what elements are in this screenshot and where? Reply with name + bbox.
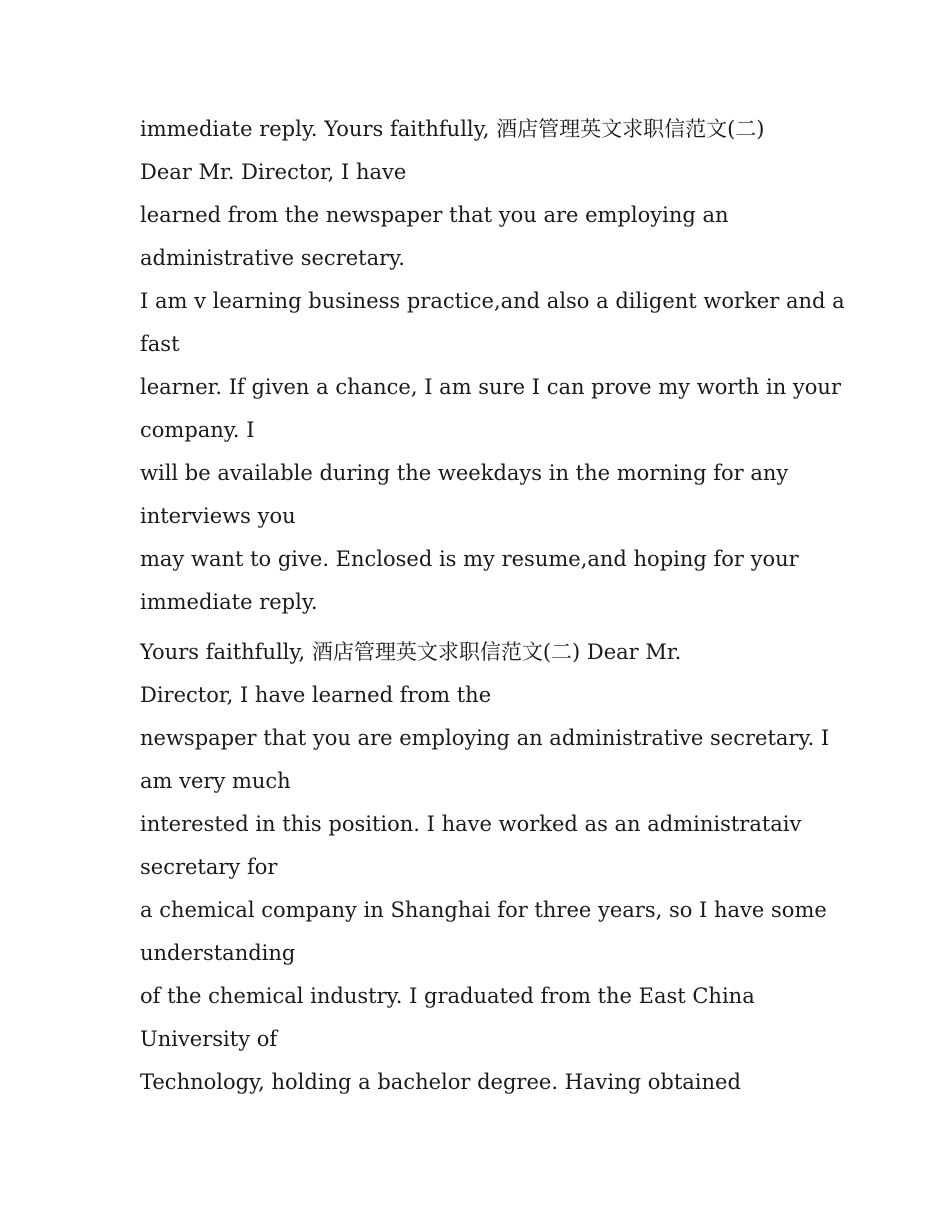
text-line: a chemical company in Shanghai for three years, so I have some: [140, 898, 827, 922]
text-line: understanding: [140, 941, 296, 965]
text-line: I am v learning business practice,and also a diligent worker and a: [140, 289, 845, 313]
text-line: fast: [140, 332, 180, 356]
text-line: learner. If given a chance, I am sure I can prove my worth in your: [140, 375, 841, 399]
text-line: Director, I have learned from the: [140, 683, 492, 707]
document-body: [140, 108, 845, 1104]
text-line: company. I: [140, 418, 255, 442]
text-line: Technology, holding a bachelor degree. Having obtained: [140, 1070, 741, 1094]
text-line: interviews you: [140, 504, 296, 528]
text-line: Yours faithfully, 酒店管理英文求职信范文(二) Dear Mr.: [140, 640, 682, 664]
text-line: University of: [140, 1027, 278, 1051]
paragraph-1: [140, 108, 845, 624]
text-line: will be available during the weekdays in the morning for any: [140, 461, 789, 485]
text-line: immediate reply.: [140, 590, 318, 614]
text-line: administrative secretary.: [140, 246, 405, 270]
text-line: may want to give. Enclosed is my resume,and hoping for your: [140, 547, 799, 571]
text-line: newspaper that you are employing an administrative secretary. I: [140, 726, 830, 750]
text-line: am very much: [140, 769, 291, 793]
paragraph-2: [140, 631, 840, 1104]
text-line: of the chemical industry. I graduated from the East China: [140, 984, 755, 1008]
text-line: immediate reply. Yours faithfully, 酒店管理英文求职信范文(二): [140, 117, 765, 141]
text-line: learned from the newspaper that you are employing an: [140, 203, 729, 227]
text-line: Dear Mr. Director, I have: [140, 160, 407, 184]
text-line: secretary for: [140, 855, 278, 879]
text-line: interested in this position. I have worked as an administrataiv: [140, 812, 802, 836]
paragraph-spacing: [140, 624, 840, 631]
